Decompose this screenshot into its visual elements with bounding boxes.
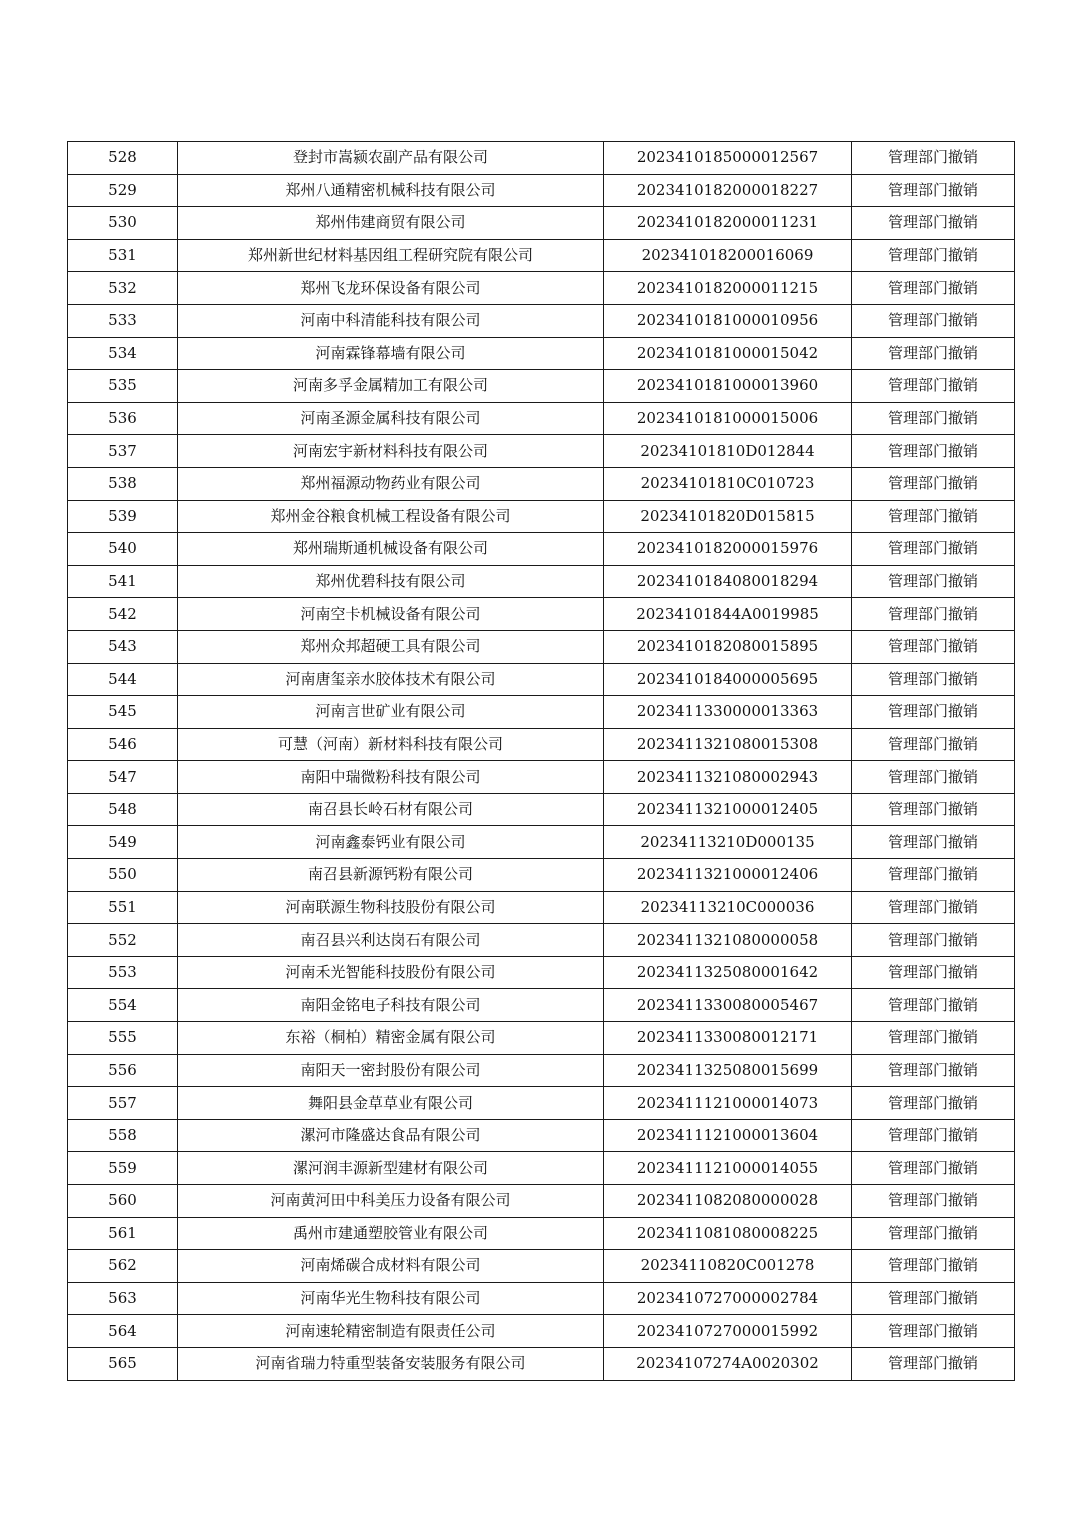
status-text: 管理部门撤销	[852, 696, 1015, 729]
status-text: 管理部门撤销	[852, 793, 1015, 826]
company-name: 舞阳县金草草业有限公司	[178, 1087, 604, 1120]
row-number: 544	[68, 663, 178, 696]
registration-code: 2023410181000015042	[604, 337, 852, 370]
row-number: 561	[68, 1217, 178, 1250]
table-row	[68, 1250, 1015, 1283]
table-row	[68, 891, 1015, 924]
row-number: 553	[68, 956, 178, 989]
status-text: 管理部门撤销	[852, 1282, 1015, 1315]
table-row	[68, 761, 1015, 794]
company-name: 河南唐玺亲水胶体技术有限公司	[178, 663, 604, 696]
registration-code: 20234107274A0020302	[604, 1347, 852, 1380]
table-row	[68, 924, 1015, 957]
table-row	[68, 859, 1015, 892]
registration-code: 2023411121000014055	[604, 1152, 852, 1185]
row-number: 565	[68, 1347, 178, 1380]
table-row	[68, 1347, 1015, 1380]
company-name: 郑州福源动物药业有限公司	[178, 467, 604, 500]
status-text: 管理部门撤销	[852, 989, 1015, 1022]
status-text: 管理部门撤销	[852, 1315, 1015, 1348]
table-row	[68, 1282, 1015, 1315]
row-number: 558	[68, 1119, 178, 1152]
row-number: 540	[68, 533, 178, 566]
registration-code: 2023411325080015699	[604, 1054, 852, 1087]
company-name: 南召县长岭石材有限公司	[178, 793, 604, 826]
company-name: 郑州八通精密机械科技有限公司	[178, 174, 604, 207]
registration-code: 2023411321000012406	[604, 859, 852, 892]
registration-code: 2023410727000015992	[604, 1315, 852, 1348]
registration-code: 2023411330000013363	[604, 696, 852, 729]
table-row	[68, 239, 1015, 272]
company-name: 东裕（桐柏）精密金属有限公司	[178, 1022, 604, 1055]
company-name: 郑州金谷粮食机械工程设备有限公司	[178, 500, 604, 533]
status-text: 管理部门撤销	[852, 891, 1015, 924]
row-number: 548	[68, 793, 178, 826]
table-row	[68, 1119, 1015, 1152]
registration-code: 2023410182000011215	[604, 272, 852, 305]
table-row	[68, 500, 1015, 533]
table-row	[68, 1087, 1015, 1120]
registration-code: 2023411321080015308	[604, 728, 852, 761]
registration-code: 20234110820C001278	[604, 1250, 852, 1283]
company-name: 南阳金铭电子科技有限公司	[178, 989, 604, 1022]
table-row	[68, 826, 1015, 859]
registration-code: 2023410181000015006	[604, 402, 852, 435]
status-text: 管理部门撤销	[852, 500, 1015, 533]
company-name: 登封市嵩颍农副产品有限公司	[178, 142, 604, 175]
table-row	[68, 304, 1015, 337]
row-number: 559	[68, 1152, 178, 1185]
registration-code: 20234113210D000135	[604, 826, 852, 859]
table-row	[68, 1152, 1015, 1185]
status-text: 管理部门撤销	[852, 142, 1015, 175]
row-number: 537	[68, 435, 178, 468]
company-name: 河南禾光智能科技股份有限公司	[178, 956, 604, 989]
registration-code: 20234101810C010723	[604, 467, 852, 500]
registration-code: 2023411325080001642	[604, 956, 852, 989]
status-text: 管理部门撤销	[852, 1119, 1015, 1152]
row-number: 531	[68, 239, 178, 272]
registration-code: 2023410181000010956	[604, 304, 852, 337]
registration-code: 2023411330080005467	[604, 989, 852, 1022]
row-number: 534	[68, 337, 178, 370]
company-name: 河南言世矿业有限公司	[178, 696, 604, 729]
company-name: 河南华光生物科技有限公司	[178, 1282, 604, 1315]
table-row	[68, 467, 1015, 500]
company-name: 郑州优碧科技有限公司	[178, 565, 604, 598]
registration-code: 202341018200016069	[604, 239, 852, 272]
table-row	[68, 728, 1015, 761]
company-name: 郑州飞龙环保设备有限公司	[178, 272, 604, 305]
status-text: 管理部门撤销	[852, 630, 1015, 663]
row-number: 560	[68, 1185, 178, 1218]
table-row	[68, 1185, 1015, 1218]
row-number: 543	[68, 630, 178, 663]
status-text: 管理部门撤销	[852, 956, 1015, 989]
table-row	[68, 142, 1015, 175]
table-row	[68, 1022, 1015, 1055]
company-name: 河南速轮精密制造有限责任公司	[178, 1315, 604, 1348]
status-text: 管理部门撤销	[852, 728, 1015, 761]
status-text: 管理部门撤销	[852, 1185, 1015, 1218]
registration-code: 2023411330080012171	[604, 1022, 852, 1055]
company-name: 南召县兴利达岗石有限公司	[178, 924, 604, 957]
registration-code: 2023410182080015895	[604, 630, 852, 663]
registration-code: 2023410181000013960	[604, 370, 852, 403]
status-text: 管理部门撤销	[852, 1347, 1015, 1380]
table-row	[68, 663, 1015, 696]
row-number: 530	[68, 207, 178, 240]
company-name: 河南空卡机械设备有限公司	[178, 598, 604, 631]
status-text: 管理部门撤销	[852, 1217, 1015, 1250]
table-row	[68, 696, 1015, 729]
registration-code: 2023411321080002943	[604, 761, 852, 794]
revocation-table	[67, 141, 1015, 1381]
row-number: 539	[68, 500, 178, 533]
registration-code: 2023411121000014073	[604, 1087, 852, 1120]
registration-code: 2023411121000013604	[604, 1119, 852, 1152]
table-row	[68, 989, 1015, 1022]
status-text: 管理部门撤销	[852, 239, 1015, 272]
registration-code: 2023410182000018227	[604, 174, 852, 207]
row-number: 549	[68, 826, 178, 859]
table-row	[68, 598, 1015, 631]
table-row	[68, 533, 1015, 566]
table-row	[68, 402, 1015, 435]
registration-code: 2023411321080000058	[604, 924, 852, 957]
status-text: 管理部门撤销	[852, 207, 1015, 240]
row-number: 563	[68, 1282, 178, 1315]
table-body	[68, 142, 1015, 1381]
registration-code: 20234101820D015815	[604, 500, 852, 533]
registration-code: 2023410182000015976	[604, 533, 852, 566]
company-name: 河南宏宇新材料科技有限公司	[178, 435, 604, 468]
table-row	[68, 1054, 1015, 1087]
company-name: 河南霖锋幕墙有限公司	[178, 337, 604, 370]
registration-code: 20234113210C000036	[604, 891, 852, 924]
row-number: 555	[68, 1022, 178, 1055]
company-name: 河南中科清能科技有限公司	[178, 304, 604, 337]
company-name: 南召县新源钙粉有限公司	[178, 859, 604, 892]
status-text: 管理部门撤销	[852, 1152, 1015, 1185]
company-name: 河南多孚金属精加工有限公司	[178, 370, 604, 403]
row-number: 545	[68, 696, 178, 729]
status-text: 管理部门撤销	[852, 1087, 1015, 1120]
company-name: 郑州众邦超硬工具有限公司	[178, 630, 604, 663]
table-row	[68, 370, 1015, 403]
company-name: 河南鑫泰钙业有限公司	[178, 826, 604, 859]
registration-code: 2023410185000012567	[604, 142, 852, 175]
status-text: 管理部门撤销	[852, 1250, 1015, 1283]
table-row	[68, 793, 1015, 826]
row-number: 536	[68, 402, 178, 435]
row-number: 541	[68, 565, 178, 598]
company-name: 郑州新世纪材料基因组工程研究院有限公司	[178, 239, 604, 272]
row-number: 550	[68, 859, 178, 892]
status-text: 管理部门撤销	[852, 565, 1015, 598]
company-name: 河南圣源金属科技有限公司	[178, 402, 604, 435]
row-number: 551	[68, 891, 178, 924]
status-text: 管理部门撤销	[852, 402, 1015, 435]
status-text: 管理部门撤销	[852, 1022, 1015, 1055]
registration-code: 20234101810D012844	[604, 435, 852, 468]
row-number: 535	[68, 370, 178, 403]
company-name: 可慧（河南）新材料科技有限公司	[178, 728, 604, 761]
table-row	[68, 565, 1015, 598]
status-text: 管理部门撤销	[852, 337, 1015, 370]
status-text: 管理部门撤销	[852, 859, 1015, 892]
company-name: 漯河市隆盛达食品有限公司	[178, 1119, 604, 1152]
table-row	[68, 272, 1015, 305]
company-name: 河南省瑞力特重型装备安装服务有限公司	[178, 1347, 604, 1380]
row-number: 528	[68, 142, 178, 175]
row-number: 546	[68, 728, 178, 761]
registration-code: 2023410184080018294	[604, 565, 852, 598]
status-text: 管理部门撤销	[852, 304, 1015, 337]
company-name: 河南黄河田中科美压力设备有限公司	[178, 1185, 604, 1218]
table-row	[68, 337, 1015, 370]
status-text: 管理部门撤销	[852, 1054, 1015, 1087]
table-row	[68, 435, 1015, 468]
company-name: 南阳天一密封股份有限公司	[178, 1054, 604, 1087]
row-number: 542	[68, 598, 178, 631]
company-name: 南阳中瑞微粉科技有限公司	[178, 761, 604, 794]
status-text: 管理部门撤销	[852, 533, 1015, 566]
row-number: 547	[68, 761, 178, 794]
status-text: 管理部门撤销	[852, 174, 1015, 207]
status-text: 管理部门撤销	[852, 435, 1015, 468]
row-number: 532	[68, 272, 178, 305]
row-number: 564	[68, 1315, 178, 1348]
status-text: 管理部门撤销	[852, 761, 1015, 794]
row-number: 554	[68, 989, 178, 1022]
registration-code: 2023411081080008225	[604, 1217, 852, 1250]
registration-code: 2023411082080000028	[604, 1185, 852, 1218]
row-number: 556	[68, 1054, 178, 1087]
company-name: 禹州市建通塑胶管业有限公司	[178, 1217, 604, 1250]
registration-code: 20234101844A0019985	[604, 598, 852, 631]
company-name: 郑州伟建商贸有限公司	[178, 207, 604, 240]
status-text: 管理部门撤销	[852, 924, 1015, 957]
table-row	[68, 1315, 1015, 1348]
status-text: 管理部门撤销	[852, 467, 1015, 500]
row-number: 557	[68, 1087, 178, 1120]
status-text: 管理部门撤销	[852, 663, 1015, 696]
row-number: 533	[68, 304, 178, 337]
table-row	[68, 174, 1015, 207]
table-row	[68, 630, 1015, 663]
status-text: 管理部门撤销	[852, 598, 1015, 631]
company-name: 漯河润丰源新型建材有限公司	[178, 1152, 604, 1185]
table-row	[68, 207, 1015, 240]
table-row	[68, 956, 1015, 989]
registration-code: 2023410184000005695	[604, 663, 852, 696]
row-number: 552	[68, 924, 178, 957]
status-text: 管理部门撤销	[852, 826, 1015, 859]
status-text: 管理部门撤销	[852, 370, 1015, 403]
row-number: 538	[68, 467, 178, 500]
company-name: 郑州瑞斯通机械设备有限公司	[178, 533, 604, 566]
registration-code: 2023411321000012405	[604, 793, 852, 826]
row-number: 562	[68, 1250, 178, 1283]
row-number: 529	[68, 174, 178, 207]
status-text: 管理部门撤销	[852, 272, 1015, 305]
company-name: 河南联源生物科技股份有限公司	[178, 891, 604, 924]
registration-code: 2023410727000002784	[604, 1282, 852, 1315]
table-row	[68, 1217, 1015, 1250]
company-name: 河南烯碳合成材料有限公司	[178, 1250, 604, 1283]
registration-code: 2023410182000011231	[604, 207, 852, 240]
